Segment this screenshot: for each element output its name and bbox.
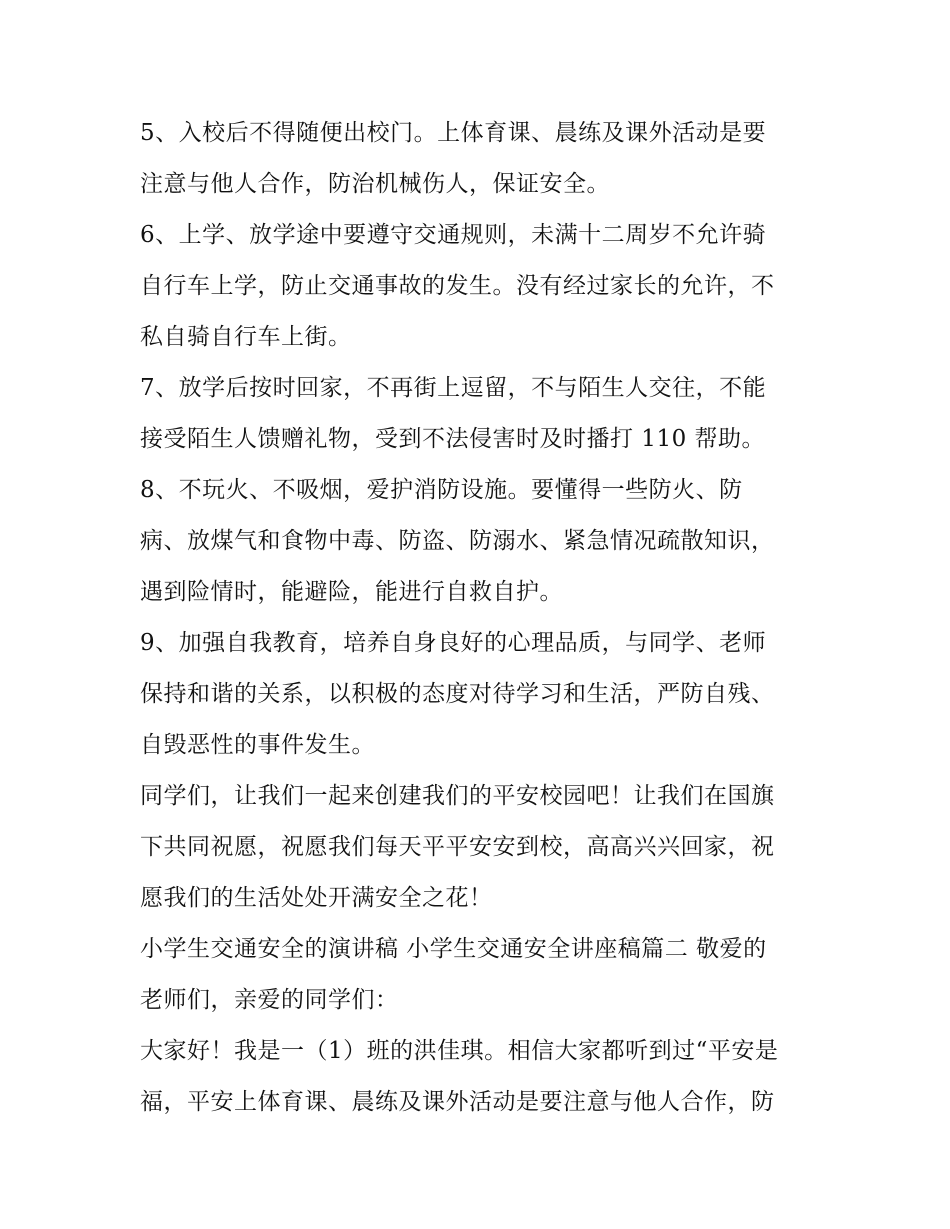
text-line: 8、不玩火、不吸烟，爱护消防设施。要懂得一些防火、防 — [140, 477, 743, 503]
text-line: 6、上学、放学途中要遵守交通规则，未满十二周岁不允许骑 — [140, 222, 767, 248]
text-line: 5、入校后不得随便出校门。上体育课、晨练及课外活动是要 — [140, 120, 767, 146]
text-line: 自行车上学，防止交通事故的发生。没有经过家长的允许，不 — [140, 273, 775, 299]
text-line: 私自骑自行车上街。 — [140, 324, 352, 350]
text-line: 福，平安上体育课、晨练及课外活动是要注意与他人合作，防 — [140, 1089, 775, 1115]
text-line: 注意与他人合作，防治机械伤人，保证安全。 — [140, 171, 610, 197]
text-line: 老师们，亲爱的同学们： — [140, 987, 399, 1013]
document-body — [140, 108, 816, 1128]
text-line: 9、加强自我教育，培养自身良好的心理品质，与同学、老师 — [140, 630, 767, 656]
text-line: 大家好！我是一（1）班的洪佳琪。相信大家都听到过“平安是 — [140, 1038, 779, 1064]
text-line: 下共同祝愿，祝愿我们每天平平安安到校，高高兴兴回家，祝 — [140, 834, 775, 860]
text-line: 同学们，让我们一起来创建我们的平安校园吧！让我们在国旗 — [140, 783, 775, 809]
text-line: 遇到险情时，能避险，能进行自救自护。 — [140, 579, 563, 605]
text-line: 病、放煤气和食物中毒、防盗、防溺水、紧急情况疏散知识， — [140, 528, 775, 554]
text-line: 保持和谐的关系，以积极的态度对待学习和生活，严防自残、 — [140, 681, 775, 707]
text-line: 愿我们的生活处处开满安全之花！ — [140, 885, 493, 911]
text-line: 接受陌生人馈赠礼物，受到不法侵害时及时播打 110 帮助。 — [140, 426, 766, 452]
text-line: 7、放学后按时回家，不再街上逗留，不与陌生人交往，不能 — [140, 375, 767, 401]
text-line: 自毁恶性的事件发生。 — [140, 732, 375, 758]
text-line: 小学生交通安全的演讲稿 小学生交通安全讲座稿篇二 敬爱的 — [140, 936, 767, 962]
